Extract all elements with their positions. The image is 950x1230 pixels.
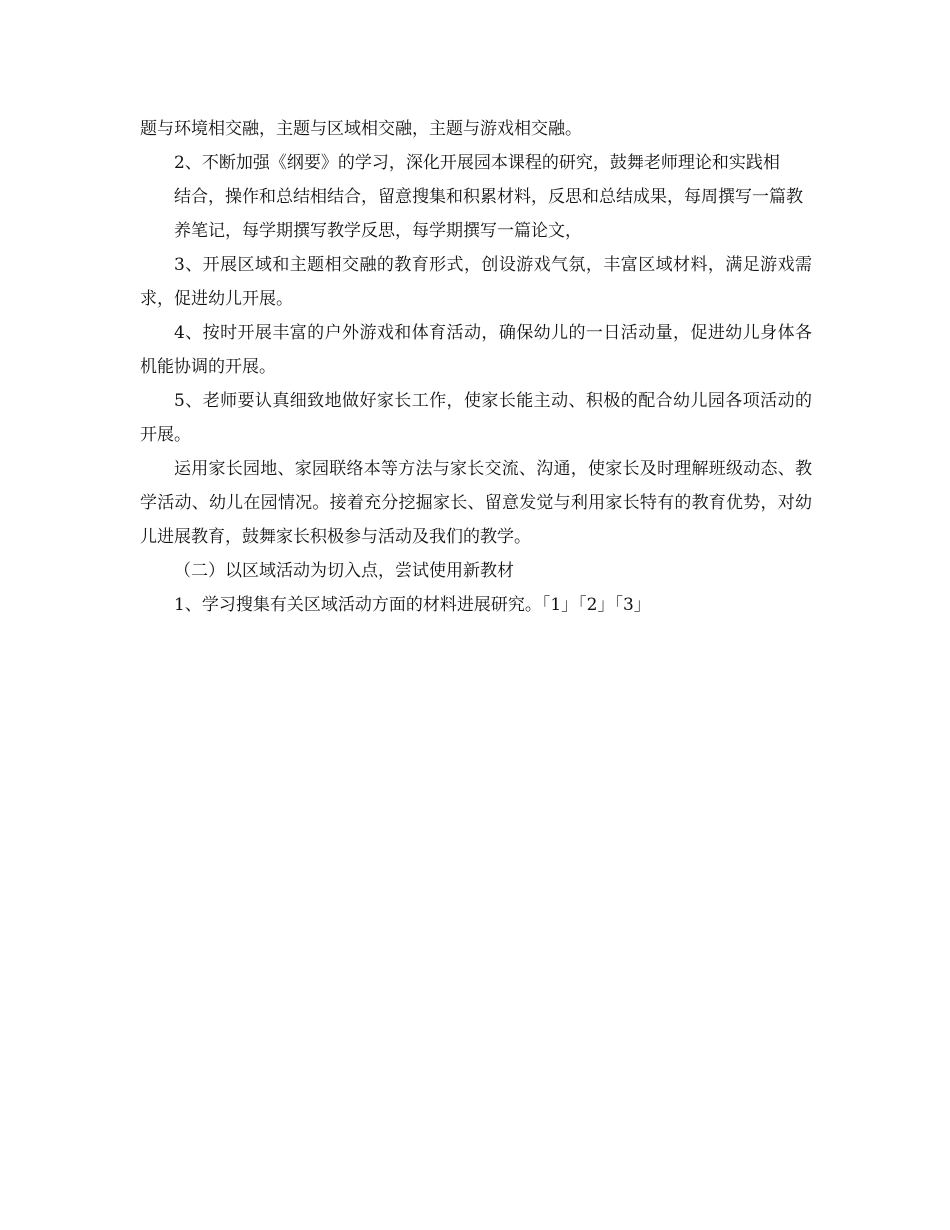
paragraph: 2、不断加强《纲要》的学习，深化开展园本课程的研究，鼓舞老师理论和实践相 [174, 153, 780, 173]
paragraph: 养笔记，每学期撰写教学反思，每学期撰写一篇论文， [174, 221, 582, 241]
paragraph: 运用家长园地、家园联络本等方法与家长交流、沟通，使家长及时理解班级动态、教学活动、幼儿在园情况。接着充分挖掘家长、留意发觉与利用家长特有的教育优势，对幼儿进展教育，鼓舞家长积极参与活动及我们的教学。 [140, 459, 812, 547]
paragraph: 1、学习搜集有关区域活动方面的材料进展研究。「1」「2」「3」 [174, 595, 651, 615]
section-heading: （二）以区域活动为切入点，尝试使用新教材 [174, 561, 514, 581]
document-body [140, 112, 812, 622]
paragraph: 5、老师要认真细致地做好家长工作，使家长能主动、积极的配合幼儿园各项活动的开展。 [140, 391, 812, 445]
paragraph: 结合，操作和总结相结合，留意搜集和积累材料，反思和总结成果，每周撰写一篇教 [174, 187, 803, 207]
paragraph: 3、开展区域和主题相交融的教育形式，创设游戏气氛，丰富区域材料，满足游戏需求，促进幼儿开展。 [140, 255, 812, 309]
paragraph: 4、按时开展丰富的户外游戏和体育活动，确保幼儿的一日活动量，促进幼儿身体各机能协调的开展。 [140, 323, 812, 377]
paragraph: 题与环境相交融，主题与区域相交融，主题与游戏相交融。 [140, 119, 582, 139]
